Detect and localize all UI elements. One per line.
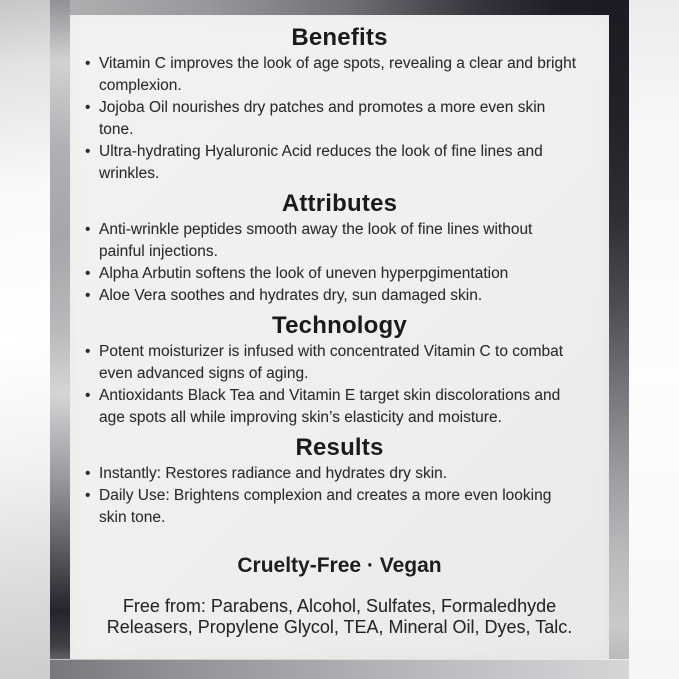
bullet-item bbox=[85, 141, 609, 185]
section-technology bbox=[70, 313, 609, 429]
bullet-text: Daily Use: Brightens complexion and creates a more even looking skin tone. bbox=[99, 487, 552, 526]
bullet-dot: • bbox=[85, 99, 91, 116]
free-from-statement: Free from: Parabens, Alcohol, Sulfates, Formaledhyde Releasers, Propylene Glycol, TEA, Mineral Oil, Dyes, Talc. bbox=[106, 596, 573, 637]
bullet-text: Anti-wrinkle peptides smooth away the look of fine lines without painful injections. bbox=[99, 221, 533, 260]
section-benefits bbox=[70, 25, 609, 185]
bullet-dot: • bbox=[85, 55, 91, 72]
bullet-text: Instantly: Restores radiance and hydrates dry skin. bbox=[99, 465, 448, 482]
bullet-text: Alpha Arbutin softens the look of uneven hyperpgimentation bbox=[99, 265, 509, 282]
results-title: Results bbox=[295, 434, 384, 461]
box-edge-top bbox=[50, 0, 629, 15]
bullet-dot: • bbox=[85, 287, 91, 304]
bullet-text: Vitamin C improves the look of age spots, revealing a clear and bright complexion. bbox=[99, 55, 577, 94]
bullet-dot: • bbox=[85, 265, 91, 282]
background-left bbox=[0, 0, 50, 679]
bullet-item bbox=[85, 53, 609, 97]
bullet-dot: • bbox=[85, 221, 91, 238]
bullet-item bbox=[85, 463, 609, 485]
benefits-title: Benefits bbox=[291, 24, 388, 51]
benefits-bullet-list bbox=[70, 53, 609, 185]
attributes-bullet-list bbox=[70, 219, 609, 307]
results-bullet-list bbox=[70, 463, 609, 529]
bullet-item bbox=[85, 385, 609, 429]
bullet-dot: • bbox=[85, 343, 91, 360]
bullet-text: Aloe Vera soothes and hydrates dry, sun damaged skin. bbox=[99, 287, 483, 304]
technology-bullet-list bbox=[70, 341, 609, 429]
bullet-text: Antioxidants Black Tea and Vitamin E target skin discolorations and age spots all while improving skin’s elasticity and moisture. bbox=[99, 387, 561, 426]
bullet-text: Ultra-hydrating Hyaluronic Acid reduces the look of fine lines and wrinkles. bbox=[99, 143, 543, 182]
bullet-text: Jojoba Oil nourishes dry patches and promotes a more even skin tone. bbox=[99, 99, 546, 138]
bullet-dot: • bbox=[85, 465, 91, 482]
technology-title: Technology bbox=[272, 312, 407, 339]
claims-line: Cruelty-Free · Vegan bbox=[237, 554, 442, 577]
bullet-dot: • bbox=[85, 143, 91, 160]
box-edge-bottom bbox=[50, 659, 629, 679]
bullet-text: Potent moisturizer is infused with concentrated Vitamin C to combat even advanced signs of aging. bbox=[99, 343, 564, 382]
bullet-item bbox=[85, 285, 609, 307]
background-right bbox=[629, 0, 679, 679]
bullet-item bbox=[85, 263, 609, 285]
bullet-dot: • bbox=[85, 487, 91, 504]
attributes-title: Attributes bbox=[281, 190, 398, 217]
bullet-item bbox=[85, 341, 609, 385]
bullet-dot: • bbox=[85, 387, 91, 404]
bullet-item bbox=[85, 97, 609, 141]
section-results bbox=[70, 435, 609, 529]
bullet-item bbox=[85, 219, 609, 263]
box-edge-left bbox=[50, 0, 70, 679]
box-edge-right bbox=[609, 0, 629, 679]
label-panel bbox=[70, 15, 609, 659]
section-attributes bbox=[70, 191, 609, 307]
bullet-item bbox=[85, 485, 609, 529]
